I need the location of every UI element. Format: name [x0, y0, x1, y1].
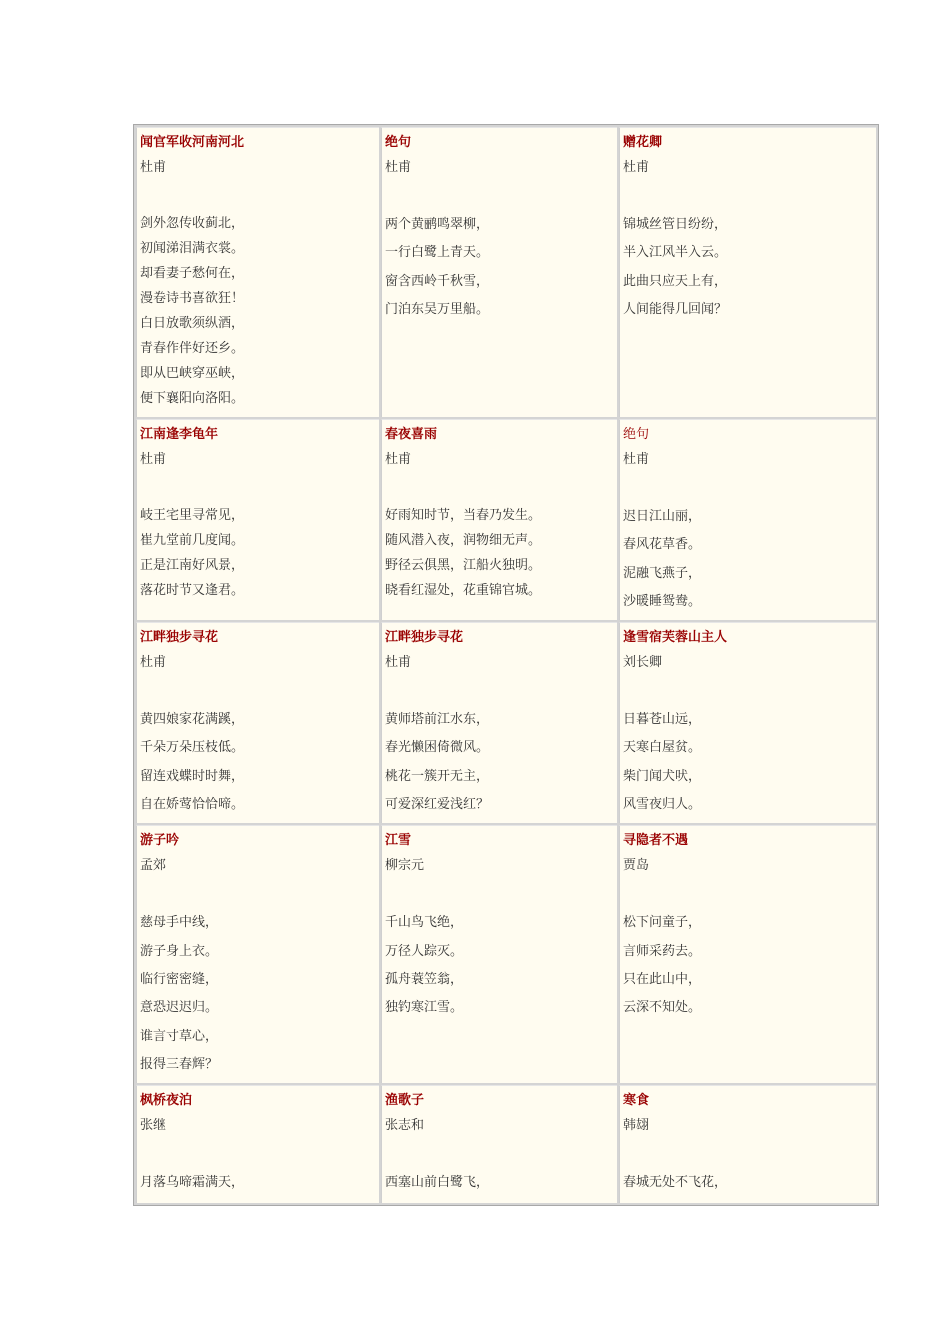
- poem-line: 野径云俱黑，江船火独明。: [385, 558, 542, 573]
- poem-line: 春城无处不飞花，: [623, 1175, 728, 1191]
- poem-line: 此曲只应天上有，: [623, 273, 728, 289]
- poem-line: 临行密密缝，: [140, 971, 219, 987]
- poem-row: [136, 1085, 876, 1203]
- poem-author: 杜甫: [140, 160, 167, 175]
- poem-cell: [136, 419, 379, 620]
- poem-cell: [381, 622, 617, 823]
- poem-cell: [381, 825, 617, 1083]
- spacer: [385, 179, 614, 211]
- spacer: [623, 1137, 873, 1169]
- poem-row: [136, 419, 876, 620]
- poem-author: 杜甫: [385, 452, 412, 467]
- poem-row: [136, 622, 876, 823]
- poem-title: 赠花卿: [623, 135, 663, 150]
- poem-line: 黄四娘家花满蹊，: [140, 712, 245, 728]
- poem-row: [136, 127, 876, 417]
- spacer: [623, 471, 873, 503]
- poem-title: 江雪: [385, 833, 412, 849]
- poem-title: 春夜喜雨: [385, 427, 438, 442]
- poem-author: 贾岛: [623, 858, 650, 874]
- poem-line: 春风花草香。: [623, 537, 702, 553]
- spacer: [385, 674, 614, 706]
- poem-line: 泥融飞燕子，: [623, 565, 702, 581]
- poem-line: 可爱深红爱浅红？: [385, 797, 490, 813]
- poem-line: 白日放歌须纵酒，: [140, 316, 245, 331]
- poem-line: 万径人踪灭。: [385, 943, 464, 959]
- poem-author: 韩翃: [623, 1118, 650, 1134]
- poem-cell: [619, 825, 876, 1083]
- poem-line: 迟日江山丽，: [623, 509, 702, 524]
- poem-author: 杜甫: [140, 452, 167, 467]
- poem-line: 便下襄阳向洛阳。: [140, 391, 245, 406]
- poem-line: 却看妻子愁何在，: [140, 266, 245, 281]
- poem-line: 言师采药去。: [623, 943, 702, 959]
- poem-line: 人间能得几回闻？: [623, 301, 728, 317]
- poem-line: 两个黄鹂鸣翠柳，: [385, 217, 490, 232]
- poem-line: 月落乌啼霜满天，: [140, 1175, 245, 1191]
- poem-line: 风雪夜归人。: [623, 797, 702, 813]
- poem-table: [133, 124, 879, 1206]
- poem-line: 青春作伴好还乡。: [140, 341, 245, 356]
- poem-author: 杜甫: [623, 160, 650, 175]
- poem-title: 渔歌子: [385, 1093, 425, 1109]
- poem-line: 一行白鹭上青天。: [385, 245, 490, 261]
- poem-cell: [136, 127, 379, 417]
- poem-line: 云深不知处。: [623, 1000, 702, 1016]
- poem-line: 松下问童子，: [623, 915, 702, 931]
- poem-line: 独钓寒江雪。: [385, 1000, 464, 1016]
- poem-cell: [381, 127, 617, 417]
- poem-title: 逢雪宿芙蓉山主人: [623, 630, 728, 646]
- poem-author: 杜甫: [385, 655, 412, 671]
- poem-title: 绝句: [385, 135, 412, 150]
- spacer: [385, 471, 614, 503]
- poem-author: 张志和: [385, 1118, 425, 1134]
- poem-line: 半入江风半入云。: [623, 245, 728, 261]
- spacer: [385, 877, 614, 909]
- poem-author: 杜甫: [385, 160, 412, 175]
- poem-cell: [619, 419, 876, 620]
- poem-title: 江南逢李龟年: [140, 427, 219, 442]
- poem-line: 随风潜入夜，润物细无声。: [385, 533, 542, 548]
- poem-cell: [136, 825, 379, 1083]
- poem-line: 崔九堂前几度闻。: [140, 533, 245, 548]
- poem-title: 江畔独步寻花: [385, 630, 464, 646]
- poem-line: 落花时节又逢君。: [140, 583, 245, 598]
- poem-title: 江畔独步寻花: [140, 630, 219, 646]
- poem-line: 窗含西岭千秋雪，: [385, 273, 490, 289]
- poem-line: 留连戏蝶时时舞，: [140, 768, 245, 784]
- poem-cell: [619, 1085, 876, 1203]
- poem-table-body: [136, 127, 876, 1203]
- poem-line: 千朵万朵压枝低。: [140, 740, 245, 756]
- poem-line: 正是江南好风景，: [140, 558, 245, 573]
- poem-author: 杜甫: [140, 655, 167, 671]
- spacer: [140, 877, 376, 909]
- spacer: [623, 674, 873, 706]
- poem-title: 绝句: [623, 427, 650, 442]
- poem-cell: [381, 1085, 617, 1203]
- poem-row: [136, 825, 876, 1083]
- poem-cell: [381, 419, 617, 620]
- spacer: [140, 179, 376, 211]
- poem-line: 柴门闻犬吠，: [623, 768, 702, 784]
- spacer: [385, 1137, 614, 1169]
- poem-line: 岐王宅里寻常见，: [140, 508, 245, 523]
- poem-line: 锦城丝管日纷纷，: [623, 217, 728, 232]
- poem-line: 谁言寸草心，: [140, 1028, 219, 1044]
- poem-title: 闻官军收河南河北: [140, 135, 245, 150]
- poem-line: 意恐迟迟归。: [140, 1000, 219, 1016]
- poem-author: 刘长卿: [623, 655, 663, 671]
- spacer: [140, 1137, 376, 1169]
- poem-line: 剑外忽传收蓟北，: [140, 216, 245, 231]
- poem-cell: [136, 1085, 379, 1203]
- spacer: [140, 674, 376, 706]
- spacer: [140, 471, 376, 503]
- poem-line: 报得三春辉？: [140, 1056, 219, 1072]
- poem-line: 黄师塔前江水东，: [385, 712, 490, 728]
- poem-line: 日暮苍山远，: [623, 712, 702, 728]
- poem-line: 沙暖睡鸳鸯。: [623, 593, 702, 609]
- poem-line: 千山鸟飞绝，: [385, 915, 464, 931]
- poem-title: 寒食: [623, 1093, 650, 1109]
- poem-author: 孟郊: [140, 858, 167, 874]
- poem-line: 只在此山中，: [623, 971, 702, 987]
- poem-line: 好雨知时节，当春乃发生。: [385, 508, 542, 523]
- poem-line: 晓看红湿处，花重锦官城。: [385, 583, 542, 598]
- poem-line: 漫卷诗书喜欲狂！: [140, 291, 245, 306]
- spacer: [623, 179, 873, 211]
- poem-cell: [619, 622, 876, 823]
- poem-cell: [136, 622, 379, 823]
- poem-line: 桃花一簇开无主，: [385, 768, 490, 784]
- poem-title: 寻隐者不遇: [623, 833, 689, 849]
- poem-line: 天寒白屋贫。: [623, 740, 702, 756]
- poem-author: 柳宗元: [385, 858, 425, 874]
- poem-line: 门泊东吴万里船。: [385, 301, 490, 317]
- poem-author: 张继: [140, 1118, 167, 1134]
- poem-title: 游子吟: [140, 833, 180, 849]
- poem-line: 春光懒困倚微风。: [385, 740, 490, 756]
- poem-line: 游子身上衣。: [140, 943, 219, 959]
- poem-line: 慈母手中线，: [140, 915, 219, 931]
- poem-title: 枫桥夜泊: [140, 1093, 193, 1109]
- poem-line: 初闻涕泪满衣裳。: [140, 241, 245, 256]
- poem-line: 自在娇莺恰恰啼。: [140, 797, 245, 813]
- poem-line: 即从巴峡穿巫峡，: [140, 366, 245, 381]
- poem-cell: [619, 127, 876, 417]
- poem-line: 孤舟蓑笠翁，: [385, 971, 464, 987]
- poem-line: 西塞山前白鹭飞，: [385, 1175, 490, 1191]
- poem-author: 杜甫: [623, 452, 650, 467]
- spacer: [623, 877, 873, 909]
